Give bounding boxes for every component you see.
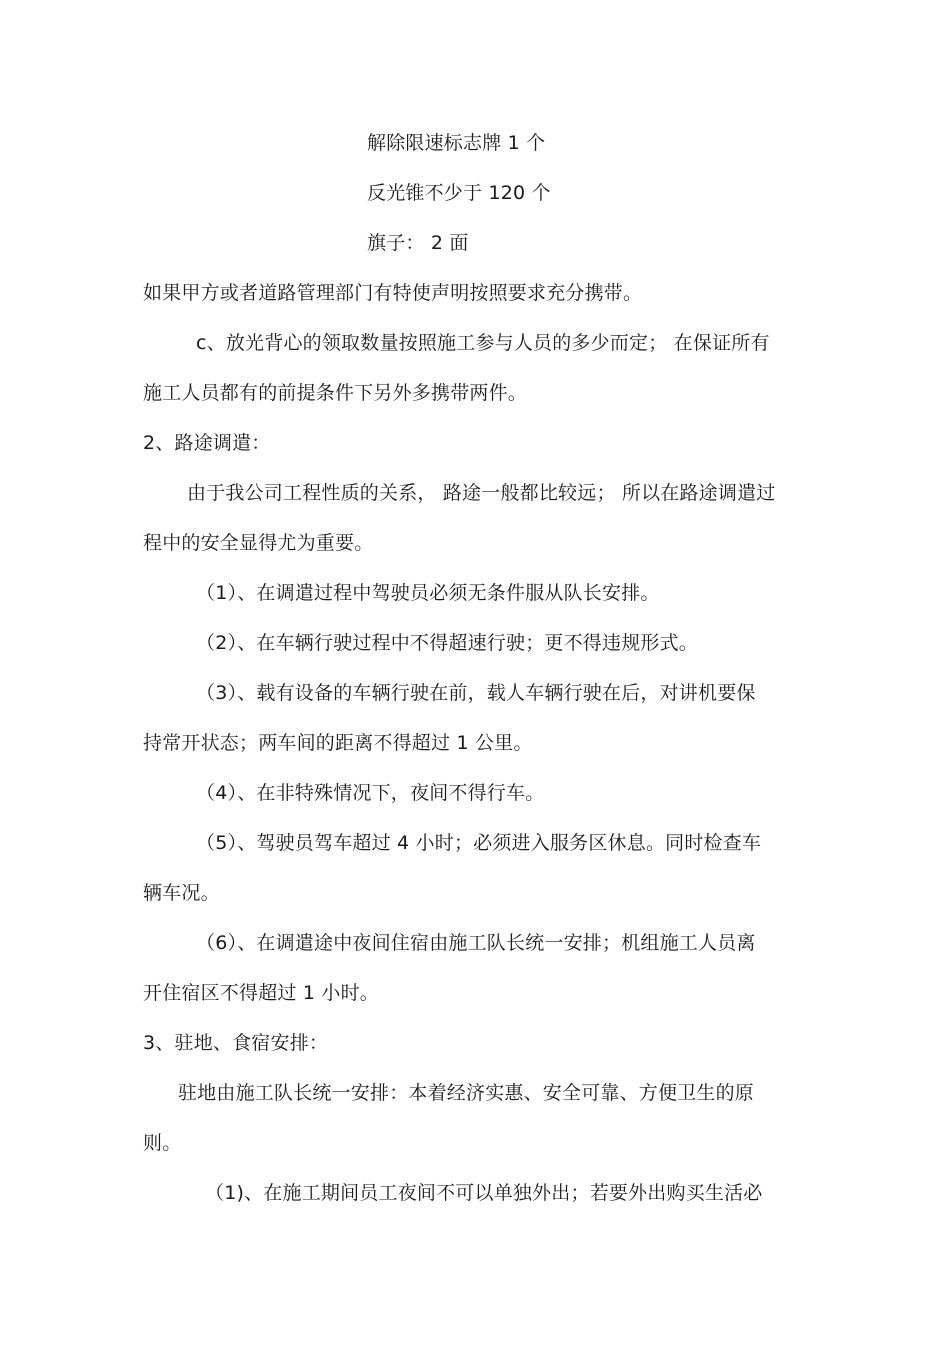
paragraph-text: 则。 xyxy=(143,1132,182,1154)
list-item: （5）、驾驶员驾车超过 4 小时；必须进入服务区休息。同时检查车 xyxy=(196,832,762,854)
paragraph-text: 程中的安全显得尤为重要。 xyxy=(143,532,374,554)
list-item: （1)、在施工期间员工夜间不可以单独外出；若要外出购买生活必 xyxy=(205,1182,763,1204)
list-item-reflective-cones: 反光锥不少于 120 个 xyxy=(367,182,551,204)
paragraph-text: 驻地由施工队长统一安排：本着经济实惠、安全可靠、方便卫生的原 xyxy=(178,1082,755,1104)
list-item: （3）、载有设备的车辆行驶在前，载人车辆行驶在后，对讲机要保 xyxy=(196,682,756,704)
list-item-flags: 旗子： 2 面 xyxy=(367,232,469,254)
paragraph-text: c、放光背心的领取数量按照施工参与人员的多少而定； 在保证所有 xyxy=(196,332,770,354)
list-item-continuation: 持常开状态；两车间的距离不得超过 1 公里。 xyxy=(143,732,533,754)
paragraph-text: 由于我公司工程性质的关系， 路途一般都比较远； 所以在路途调遣过 xyxy=(187,482,776,504)
list-item-continuation: 开住宿区不得超过 1 小时。 xyxy=(143,982,379,1004)
list-item: （4）、在非特殊情况下，夜间不得行车。 xyxy=(196,782,545,804)
section-heading-accommodation: 3、驻地、食宿安排： xyxy=(143,1032,329,1054)
list-item: （6）、在调遣途中夜间住宿由施工队长统一安排；机组施工人员离 xyxy=(196,932,756,954)
list-item: （1）、在调遣过程中驾驶员必须无条件服从队长安排。 xyxy=(196,582,660,604)
list-item: （2）、在车辆行驶过程中不得超速行驶；更不得违规形式。 xyxy=(196,632,698,654)
section-heading-route-dispatch: 2、路途调遣： xyxy=(143,432,271,454)
paragraph-text: 施工人员都有的前提条件下另外多携带两件。 xyxy=(143,382,528,404)
paragraph-text: 如果甲方或者道路管理部门有特使声明按照要求充分携带。 xyxy=(143,282,643,304)
list-item-continuation: 辆车况。 xyxy=(143,882,220,904)
list-item-speed-limit-sign: 解除限速标志牌 1 个 xyxy=(367,132,546,154)
